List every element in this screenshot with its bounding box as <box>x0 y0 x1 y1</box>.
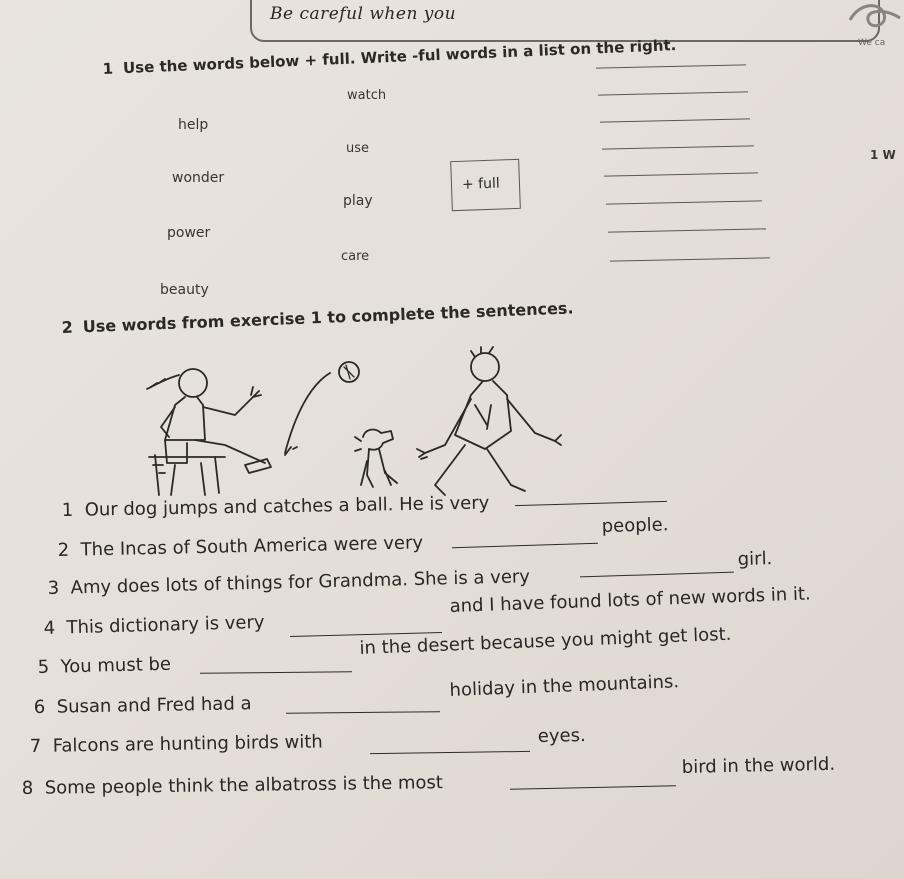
sentence-5-end: in the desert because you might get lost. <box>359 623 732 659</box>
answer-line-7[interactable] <box>608 228 766 232</box>
sentence-8-end: bird in the world. <box>681 753 836 778</box>
margin-note-top: We ca <box>858 38 886 48</box>
answer-line-4[interactable] <box>602 145 754 149</box>
sentence-8: 8 Some people think the albatross is the most <box>21 772 444 799</box>
blank-7[interactable] <box>370 751 530 754</box>
word-help: help <box>178 117 209 133</box>
word-watch: watch <box>347 88 387 103</box>
blank-6[interactable] <box>286 711 440 714</box>
exercise2-instruction: Use words from exercise 1 to complete the sentences. <box>82 298 574 337</box>
answer-line-2[interactable] <box>598 91 748 95</box>
word-care: care <box>341 249 370 264</box>
header-text: Be careful when you <box>270 4 457 24</box>
boy-figure <box>417 347 561 495</box>
answer-line-5[interactable] <box>604 172 758 176</box>
sentence-7: 7 Falcons are hunting birds with <box>29 731 323 757</box>
exercise2-title <box>61 298 574 337</box>
ball-trajectory <box>285 373 330 453</box>
word-beauty: beauty <box>160 282 209 298</box>
exercise1-number: 1 <box>102 59 114 78</box>
plus-full-label: + full <box>461 175 501 193</box>
answer-line-3[interactable] <box>600 118 750 122</box>
sentence-7-end: eyes. <box>537 725 586 747</box>
answer-line-8[interactable] <box>610 257 770 261</box>
sentence-3-end: girl. <box>737 548 773 570</box>
answer-line-1[interactable] <box>596 64 746 68</box>
exercise1-instruction: Use the words below + full. Write -ful words in a list on the right. <box>122 35 677 78</box>
sentence-6-end: holiday in the mountains. <box>449 671 680 701</box>
sentence-1: 1 Our dog jumps and catches a ball. He is very <box>61 492 490 521</box>
blank-3[interactable] <box>580 572 734 578</box>
word-use: use <box>346 141 370 156</box>
answer-line-6[interactable] <box>606 200 762 204</box>
sentence-4-end: and I have found lots of new words in it. <box>449 583 812 617</box>
blank-8[interactable] <box>510 785 676 789</box>
sentence-2-end: people. <box>601 514 669 537</box>
margin-note-mid: 1 W <box>870 148 896 162</box>
blank-5[interactable] <box>200 671 352 674</box>
exercise1-title <box>102 36 676 78</box>
girl-figure <box>147 369 297 495</box>
blank-2[interactable] <box>452 543 598 549</box>
sentence-2: 2 The Incas of South America were very <box>57 532 424 561</box>
sentence-4: 4 This dictionary is very <box>43 611 265 639</box>
sentence-6: 6 Susan and Fred had a <box>33 693 252 718</box>
plus-full-box <box>450 159 521 211</box>
sentence-5: 5 You must be <box>37 653 172 678</box>
word-wonder: wonder <box>172 170 225 186</box>
dog-figure <box>355 430 397 487</box>
children-playing-ball-illustration <box>135 345 575 505</box>
exercise2-number: 2 <box>61 317 74 337</box>
sentence-3: 3 Amy does lots of things for Grandma. She is a very <box>47 566 531 599</box>
word-power: power <box>167 225 211 241</box>
swirl-decoration-icon <box>840 0 904 40</box>
word-play: play <box>343 193 373 209</box>
